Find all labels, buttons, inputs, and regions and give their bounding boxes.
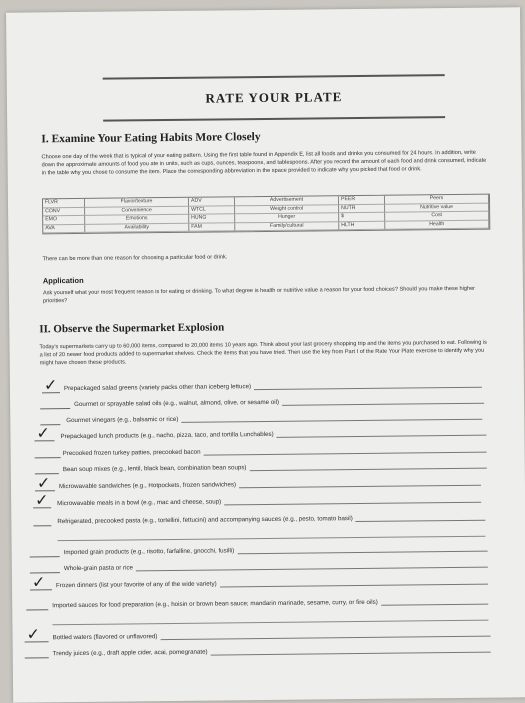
- key-abbreviation: ADV: [189, 197, 235, 206]
- product-description: Imported sauces for food preparation (e.g., hoisin or brown bean sauce; mandarin marinade, sesame, curry, or fire oils): [52, 598, 378, 610]
- key-meaning: Family/cultural: [235, 222, 339, 232]
- answer-line[interactable]: [239, 485, 481, 489]
- product-description: Prepackaged lunch products (e.g., nacho, pizza, taco, and tortilla Lunchables): [60, 430, 274, 441]
- section-1-instructions: Choose one day of the week that is typical of your eating pattern. Using the first table found in Appendix E, list all foods and drinks you consumed for 24 hours. In addition, write down the approximate amounts of food you ate in units, such as cups, ounces, teaspoons, and tablespoons. After you record the amount of each food and drink consumed, indicate in the table why you chose to consume the item. Place the corresponding abbreviation in the space provided to indicate why you picked that food or drink.: [41, 149, 487, 177]
- product-description: Bean soup mixes (e.g., lentil, black bean, combination bean soups): [62, 464, 247, 474]
- key-meaning: Weight control: [235, 205, 339, 215]
- checklist-item: [11, 457, 525, 474]
- checkmark-icon: ✓: [26, 624, 41, 644]
- checklist-item: [12, 593, 525, 610]
- checklist-item: [11, 491, 525, 508]
- key-abbreviation: FLVR: [43, 199, 85, 208]
- checklist-item: [10, 392, 524, 409]
- product-description: Imported grain products (e.g., risotto, farfalline, gnocchi, fusilli): [63, 547, 235, 557]
- key-abbreviation: FAM: [189, 223, 235, 232]
- key-meaning: Convenience: [85, 206, 189, 216]
- checklist-item: [13, 641, 525, 658]
- answer-line[interactable]: [224, 502, 481, 506]
- key-meaning: Peers: [385, 195, 489, 205]
- key-abbreviation: NUTR: [339, 204, 385, 213]
- product-description: Precooked frozen turkey patties, precooked bacon: [62, 448, 201, 458]
- key-abbreviation: AVA: [43, 224, 85, 233]
- key-meaning: Cost: [385, 212, 489, 222]
- checklist-item: [12, 556, 525, 573]
- key-meaning: Availability: [85, 223, 189, 233]
- key-abbreviation: EMO: [43, 216, 85, 225]
- check-blank[interactable]: [26, 597, 48, 610]
- section-2-instructions: Today's supermarkets carry up to 60,000 items, compared to 20,000 items 10 years ago. Think about your last grocery shopping trip and the items you purchased to eat. Following is a list of 20 newer food products added to supermarket shelves. Check the items that you have tried. Then use the key from Part I of the Rate Your Plate exercise to identify why you might have chosen these products.: [39, 339, 487, 367]
- key-meaning: Nutritive value: [385, 203, 489, 213]
- checklist-item: [11, 441, 525, 458]
- key-abbreviation: HLTH: [339, 221, 385, 230]
- product-description: Bottled waters (flavored or unflavored): [52, 633, 158, 642]
- check-blank[interactable]: [35, 445, 61, 458]
- product-description: Trendy juices (e.g., draft apple cider, acai, pomegranate): [52, 648, 208, 658]
- check-blank[interactable]: [40, 396, 70, 409]
- key-meaning: Advertisement: [235, 196, 339, 206]
- product-description: Refrigerated, precooked pasta (e.g., tortellini, fettucini) and accompanying sauces (e.g., pesto, tomato basil): [57, 515, 353, 526]
- answer-line[interactable]: [204, 452, 487, 456]
- checklist-item: [11, 509, 525, 526]
- answer-line[interactable]: [220, 584, 488, 588]
- key-abbreviation: $: [339, 213, 385, 222]
- key-abbreviation: PEER: [339, 196, 385, 205]
- checkmark-icon: ✓: [36, 423, 50, 443]
- checklist-item: [12, 625, 525, 642]
- key-abbreviation: HUNG: [189, 214, 235, 223]
- answer-line[interactable]: [381, 604, 488, 606]
- section-2-heading: II. Observe the Supermarket Explosion: [39, 321, 225, 336]
- product-description: Frozen dinners (list your favorite of any of the wide variety): [55, 580, 217, 590]
- reason-key-table: [42, 194, 490, 235]
- answer-line[interactable]: [58, 536, 486, 541]
- checklist-item: [11, 474, 525, 491]
- reason-note: There can be more than one reason for choosing a particular food or drink.: [42, 254, 228, 263]
- check-blank[interactable]: [25, 645, 49, 658]
- product-description: Microwavable sandwiches (e.g., Hotpockets, frozen sandwiches): [58, 481, 237, 491]
- section-1-heading: I. Examine Your Eating Habits More Closely: [41, 131, 261, 146]
- answer-line[interactable]: [282, 403, 484, 406]
- checklist-item: [12, 540, 525, 557]
- answer-line[interactable]: [254, 387, 482, 390]
- product-description: Gourmet or sprayable salad oils (e.g., walnut, almond, olive, or sesame oil): [74, 398, 280, 408]
- product-description: Prepackaged salad greens (variety packs other than iceberg lettuce): [63, 383, 252, 393]
- check-blank[interactable]: [30, 544, 60, 557]
- checklist-item: [12, 573, 525, 590]
- worksheet-page: [6, 7, 525, 702]
- answer-line[interactable]: [136, 567, 488, 572]
- product-description: Whole-grain pasta or rice: [63, 564, 133, 573]
- checklist-item: [10, 408, 524, 425]
- product-description: Gourmet vinegars (e.g., balsamic or rice): [66, 415, 179, 425]
- answer-line[interactable]: [211, 652, 491, 656]
- page-title: RATE YOUR PLATE: [103, 74, 445, 122]
- checkmark-icon: ✓: [35, 490, 49, 510]
- key-meaning: Emotions: [85, 215, 189, 225]
- checklist-item: [10, 376, 524, 393]
- product-description: Microwavable meals in a bowl (e.g., mac and cheese, soup): [57, 498, 222, 508]
- answer-line[interactable]: [181, 419, 482, 423]
- key-meaning: Health: [385, 220, 489, 230]
- key-meaning: Flavor/texture: [85, 198, 189, 208]
- key-abbreviation: CONV: [43, 207, 85, 216]
- key-abbreviation: WTCL: [189, 206, 235, 215]
- application-text: Ask yourself what your most frequent reason is for eating or drinking. To what degree is health or nutritive value a reason for your food choices? Should you make these higher priorities?: [42, 285, 476, 305]
- answer-line[interactable]: [161, 636, 491, 640]
- key-meaning: Hunger: [235, 213, 339, 223]
- checklist-item: [10, 424, 524, 441]
- answer-line[interactable]: [250, 468, 487, 471]
- check-blank[interactable]: [33, 513, 51, 526]
- answer-line[interactable]: [238, 551, 488, 555]
- checkmark-icon: ✓: [36, 473, 51, 493]
- answer-line[interactable]: [355, 520, 485, 522]
- answer-line[interactable]: [276, 435, 486, 438]
- answer-line[interactable]: [52, 620, 488, 626]
- checkmark-icon: ✓: [43, 375, 58, 395]
- application-heading: Application: [42, 275, 84, 286]
- checkmark-icon: ✓: [31, 572, 46, 592]
